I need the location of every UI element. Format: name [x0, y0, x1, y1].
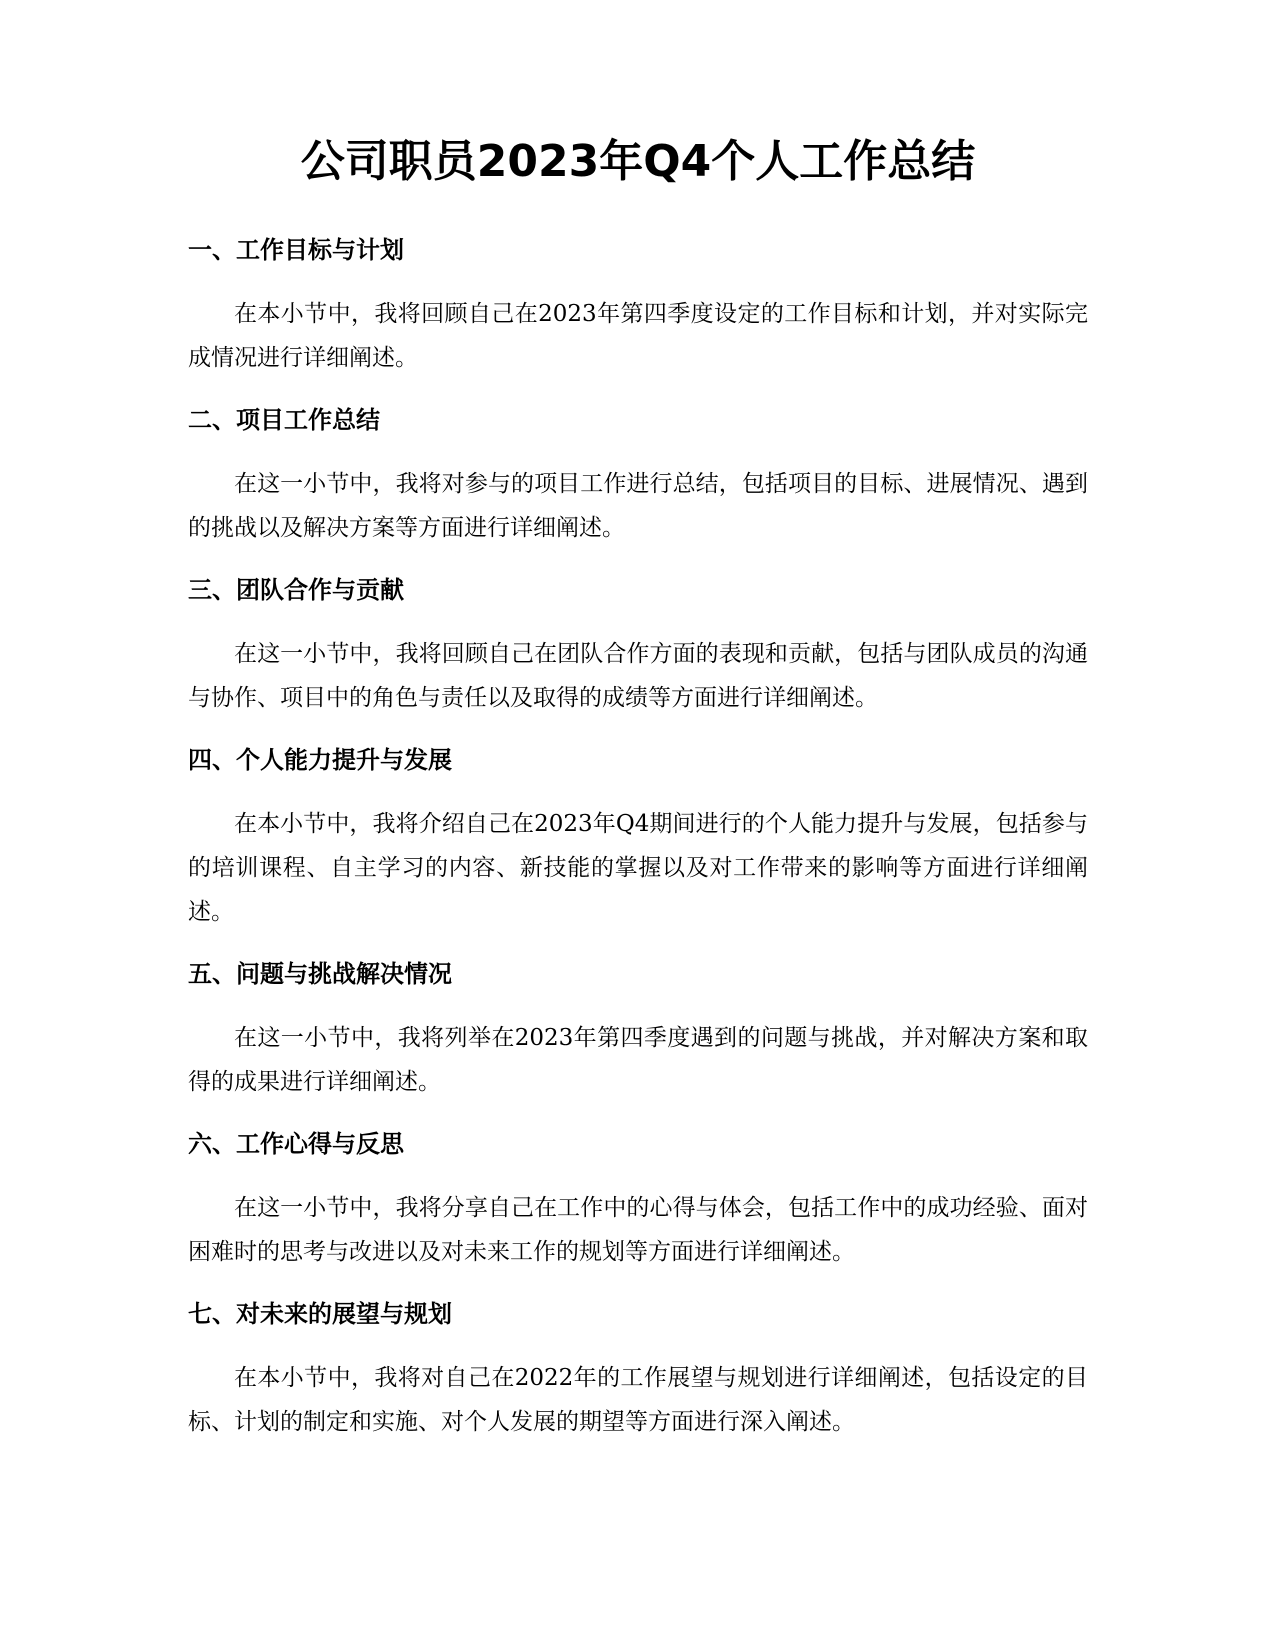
section-heading: 三、团队合作与贡献: [188, 576, 404, 604]
section-heading: 一、工作目标与计划: [188, 236, 404, 264]
section-paragraph: 在本小节中，我将回顾自己在2023年第四季度设定的工作目标和计划，并对实际完成情况进行详细阐述。: [188, 301, 1088, 371]
section-heading: 二、项目工作总结: [188, 406, 380, 434]
section-paragraph: 在这一小节中，我将对参与的项目工作进行总结，包括项目的目标、进展情况、遇到的挑战以及解决方案等方面进行详细阐述。: [188, 471, 1088, 541]
section-paragraph: 在这一小节中，我将回顾自己在团队合作方面的表现和贡献，包括与团队成员的沟通与协作、项目中的角色与责任以及取得的成绩等方面进行详细阐述。: [188, 641, 1088, 711]
section-paragraph: 在本小节中，我将介绍自己在2023年Q4期间进行的个人能力提升与发展，包括参与的培训课程、自主学习的内容、新技能的掌握以及对工作带来的影响等方面进行详细阐述。: [188, 811, 1088, 925]
document-page: [188, 130, 1088, 1466]
section-reflections: [188, 1126, 1088, 1274]
section-problems-challenges: [188, 956, 1088, 1104]
section-project-summary: [188, 402, 1088, 550]
section-work-goals: [188, 232, 1088, 380]
section-heading: 七、对未来的展望与规划: [188, 1300, 452, 1328]
section-personal-development: [188, 742, 1088, 934]
section-heading: 四、个人能力提升与发展: [188, 746, 452, 774]
section-teamwork: [188, 572, 1088, 720]
section-paragraph: 在这一小节中，我将分享自己在工作中的心得与体会，包括工作中的成功经验、面对困难时的思考与改进以及对未来工作的规划等方面进行详细阐述。: [188, 1195, 1088, 1265]
section-heading: 五、问题与挑战解决情况: [188, 960, 452, 988]
document-title: 公司职员2023年Q4个人工作总结: [300, 136, 976, 187]
section-future-outlook: [188, 1296, 1088, 1444]
section-paragraph: 在这一小节中，我将列举在2023年第四季度遇到的问题与挑战，并对解决方案和取得的成果进行详细阐述。: [188, 1025, 1088, 1095]
section-heading: 六、工作心得与反思: [188, 1130, 404, 1158]
section-paragraph: 在本小节中，我将对自己在2022年的工作展望与规划进行详细阐述，包括设定的目标、计划的制定和实施、对个人发展的期望等方面进行深入阐述。: [188, 1365, 1088, 1435]
